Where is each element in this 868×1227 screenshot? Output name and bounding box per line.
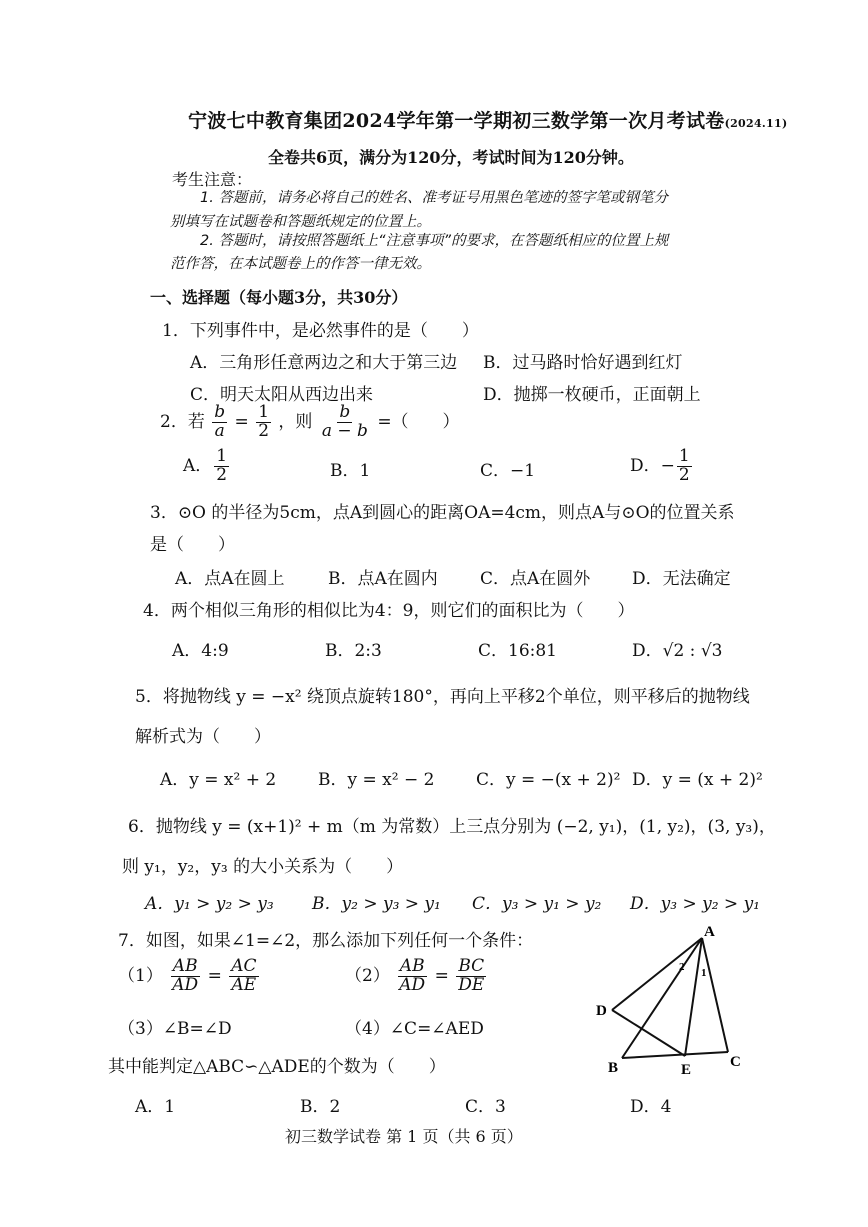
segment-ad — [612, 938, 702, 1010]
q1-stem: 1．下列事件中，是必然事件的是（ ） — [162, 321, 479, 341]
q3-option-c: C．点A在圆外 — [480, 569, 591, 589]
q2-stem: 2．若 $\frac{b}{a}$ = $\frac{1}{2}$ ，则 $\frac{b}{a - b}$ =（ ） — [160, 402, 460, 441]
q5-option-b: B．y = x² − 2 — [318, 770, 435, 790]
q2-option-d: D．− $\frac{1}{2}$ — [630, 446, 690, 485]
q1-option-c: C．明天太阳从西边出来 — [190, 385, 374, 405]
q2-option-c: C．−1 — [480, 461, 536, 481]
vertex-label-c: C — [730, 1054, 741, 1070]
q7-condition-3: （3）∠B=∠D — [118, 1019, 232, 1039]
q2-fraction-b-over-a: $\frac{b}{a}$ — [214, 402, 226, 441]
q5-option-a: A．y = x² + 2 — [160, 770, 277, 790]
vertex-label-d: D — [596, 1003, 607, 1019]
q7-condition-1: （1） $\frac{AB}{AD}$ = $\frac{AC}{AE}$ — [118, 956, 257, 995]
q1-option-d: D．抛掷一枚硬币，正面朝上 — [483, 385, 701, 405]
segment-ac — [702, 938, 728, 1052]
q6-option-a: A．y₁ > y₂ > y₃ — [145, 894, 274, 914]
q6-option-b: B．y₂ > y₃ > y₁ — [312, 894, 441, 914]
q7-option-a: A．1 — [135, 1097, 176, 1117]
q6-option-c: C．y₃ > y₁ > y₂ — [472, 894, 602, 914]
notes-heading: 考生注意： — [172, 170, 253, 189]
q6-stem-line-1: 6．抛物线 y = (x+1)² + m（m 为常数）上三点分别为 (−2, y₁)，(1, y₂)，(3, y₃)， — [128, 817, 776, 837]
vertex-label-e: E — [681, 1062, 692, 1078]
segment-bc — [622, 1052, 728, 1058]
q1-option-b: B．过马路时恰好遇到红灯 — [483, 353, 683, 373]
q2-fraction-one-half: $\frac{1}{2}$ — [258, 402, 270, 441]
q5-option-c: C．y = −(x + 2)² — [476, 770, 621, 790]
q5-option-d: D．y = (x + 2)² — [632, 770, 763, 790]
q6-option-d: D．y₃ > y₂ > y₁ — [630, 894, 760, 914]
exam-subtitle: 全卷共6页，满分为120分，考试时间为120分钟。 — [268, 148, 634, 167]
q4-stem: 4．两个相似三角形的相似比为4：9，则它们的面积比为（ ） — [143, 601, 635, 621]
q7-option-b: B．2 — [300, 1097, 341, 1117]
note-2-line-1: 2. 答题时，请按照答题纸上“注意事项”的要求，在答题纸相应的位置上规 — [200, 233, 669, 249]
q7-option-d: D．4 — [630, 1097, 672, 1117]
q4-option-d: D．√2 : √3 — [632, 641, 723, 661]
segment-ae — [685, 938, 702, 1056]
q4-option-b: B．2:3 — [325, 641, 382, 661]
exam-title: 宁波七中教育集团2024学年第一学期初三数学第一次月考试卷(2024.11) — [188, 110, 788, 132]
angle-label-1: 1 — [701, 967, 707, 979]
q2-option-b: B．1 — [330, 461, 371, 481]
q4-option-a: A．4:9 — [172, 641, 229, 661]
q3-option-a: A．点A在圆上 — [175, 569, 285, 589]
segment-ab — [622, 938, 702, 1058]
q7-stem: 7．如图，如果∠1=∠2，那么添加下列任何一个条件： — [118, 931, 534, 951]
page-footer: 初三数学试卷 第 1 页（共 6 页） — [285, 1127, 523, 1146]
vertex-label-a: A — [704, 924, 715, 940]
q4-option-c: C．16:81 — [478, 641, 557, 661]
q2-fraction-b-over-a-minus-b: $\frac{b}{a - b}$ — [321, 402, 368, 441]
vertex-label-b: B — [608, 1060, 619, 1076]
note-1-line-2: 别填写在试题卷和答题纸规定的位置上。 — [170, 214, 431, 230]
q3-option-b: B．点A在圆内 — [328, 569, 438, 589]
q3-stem-line-2: 是（ ） — [150, 535, 235, 555]
note-2-line-2: 范作答，在本试题卷上的作答一律无效。 — [170, 256, 431, 272]
q7-condition-4: （4）∠C=∠AED — [345, 1019, 484, 1039]
q5-stem-line-1: 5．将抛物线 y = −x² 绕顶点旋转180°，再向上平移2个单位，则平移后的抛物线 — [135, 687, 750, 707]
note-1-line-1: 1. 答题前，请务必将自己的姓名、准考证号用黑色笔迹的签字笔或钢笔分 — [200, 190, 668, 206]
section-title: 一、选择题（每小题3分，共30分） — [150, 288, 408, 307]
q7-triangle-figure — [590, 920, 750, 1080]
q7-option-c: C．3 — [465, 1097, 506, 1117]
angle-label-2: 2 — [679, 961, 685, 973]
q6-stem-line-2: 则 y₁，y₂，y₃ 的大小关系为（ ） — [122, 857, 404, 877]
q3-option-d: D．无法确定 — [632, 569, 731, 589]
q1-option-a: A．三角形任意两边之和大于第三边 — [190, 353, 458, 373]
q3-stem-line-1: 3．⊙O 的半径为5cm，点A到圆心的距离OA=4cm，则点A与⊙O的位置关系 — [150, 503, 735, 523]
q2-option-a: A． $\frac{1}{2}$ — [183, 446, 228, 485]
q7-question: 其中能判定△ABC∽△ADE的个数为（ ） — [108, 1057, 446, 1077]
q7-condition-2: （2） $\frac{AB}{AD}$ = $\frac{BC}{DE}$ — [345, 956, 485, 995]
q5-stem-line-2: 解析式为（ ） — [135, 727, 271, 747]
